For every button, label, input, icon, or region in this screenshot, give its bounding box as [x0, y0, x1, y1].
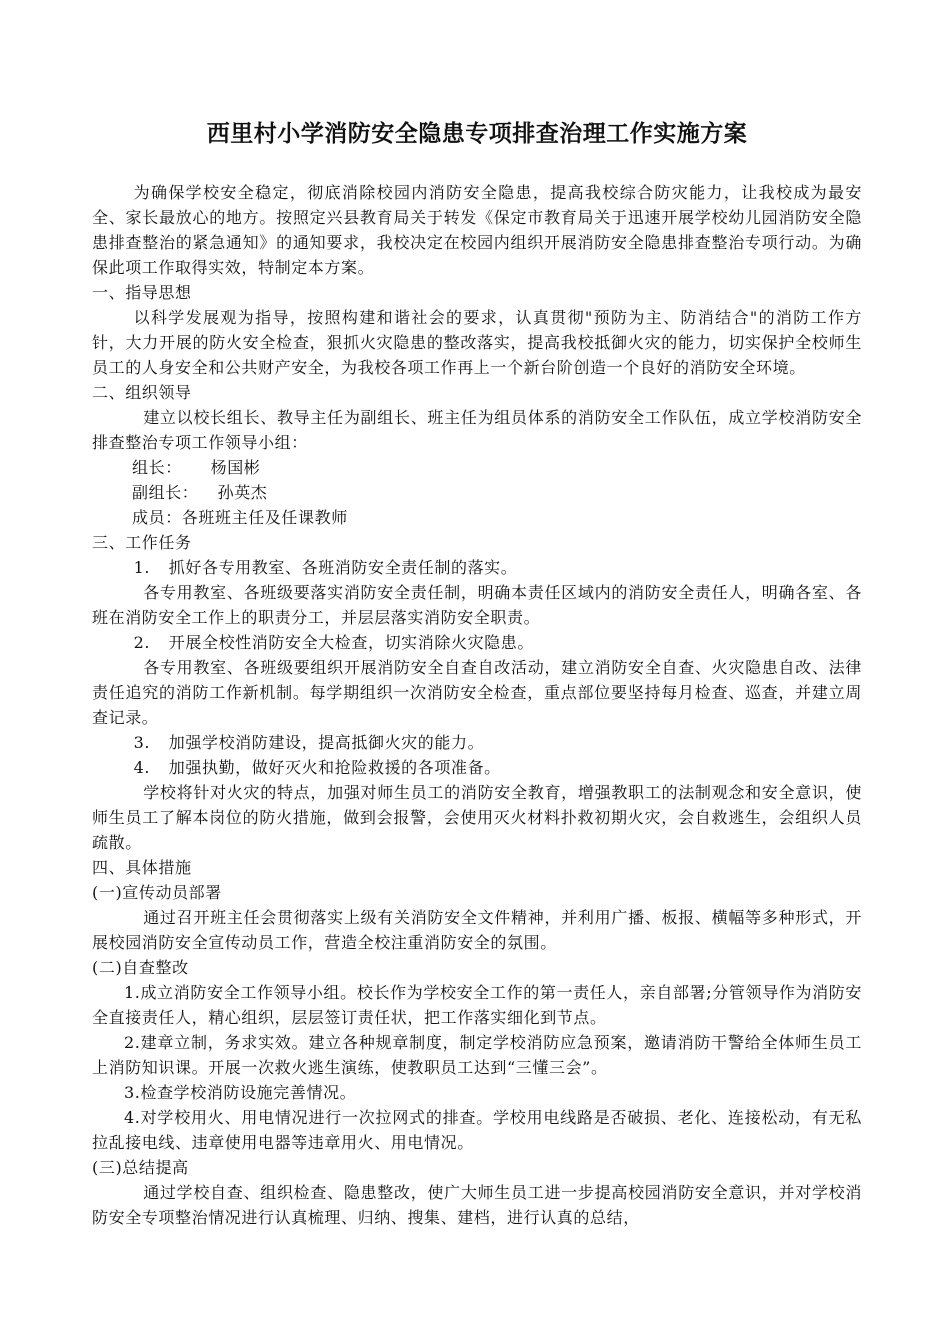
vice-leader-name: 孙英杰: [217, 483, 268, 502]
members-line: 成员：各班班主任及任课教师: [132, 508, 348, 527]
summary-paragraph: 通过学校自查、组织检查、隐患整改，使广大师生员工进一步提高校园消防安全意识，并对学校消防安全专项整治情况进行认真梳理、归纳、搜集、建档，进行认真的总结，: [92, 1183, 862, 1227]
section-heading-measures: 四、具体措施: [92, 858, 192, 877]
guiding-ideology-paragraph: 以科学发展观为指导，按照构建和谐社会的要求，认真贯彻"预防为主、防消结合"的消防工作方针，大力开展的防火安全检查，狠抓火灾隐患的整改落实，提高我校抵御火灾的能力，切实保护全校师生员工的人身安全和公共财产安全，为我校各项工作再上一个新台阶创造一个良好的消防安全环境。: [92, 308, 862, 377]
task-title: 加强执勤，做好灭火和抢险救援的各项准备。: [168, 758, 501, 777]
section-heading-guiding-ideology: 一、指导思想: [92, 283, 192, 302]
self-inspection-item-3: 3.检查学校消防设施完善情况。: [124, 1083, 357, 1102]
task-1-body: 各专用教室、各班级要落实消防安全责任制，明确本责任区域内的消防安全责任人，明确各室、各班在消防安全工作上的职责分工，并层层落实消防安全职责。: [92, 583, 862, 627]
subsection-heading-self-inspection: (二)自查整改: [92, 958, 189, 977]
vice-leader-line: [92, 480, 862, 505]
task-number: 2.: [133, 633, 151, 652]
section-heading-organization: 二、组织领导: [92, 383, 192, 402]
publicity-paragraph: 通过召开班主任会贯彻落实上级有关消防安全文件精神，并利用广播、板报、横幅等多种形式，开展校园消防安全宣传动员工作，营造全校注重消防安全的氛围。: [92, 908, 862, 952]
subsection-heading-publicity: (一)宣传动员部署: [92, 883, 222, 902]
task-number: 3.: [133, 733, 151, 752]
task-item-3: [92, 730, 862, 755]
self-inspection-item-2: 2.建章立制，务求实效。建立各种规章制度，制定学校消防应急预案，邀请消防干警给全体师生员工上消防知识课。开展一次救火逃生演练，使教职员工达到“三懂三会”。: [92, 1033, 862, 1077]
section-heading-tasks: 三、工作任务: [92, 533, 192, 552]
self-inspection-item-1: 1.成立消防安全工作领导小组。校长作为学校安全工作的第一责任人，亲自部署;分管领导作为消防安全直接责任人，精心组织，层层签订责任状，把工作落实细化到节点。: [92, 983, 862, 1027]
task-item-1: [92, 555, 862, 580]
task-number: 1.: [133, 558, 151, 577]
task-2-body: 各专用教室、各班级要组织开展消防安全自查自改活动，建立消防安全自查、火灾隐患自改、法律责任追究的消防工作新机制。每学期组织一次消防安全检查，重点部位要坚持每月检查、巡查，并建立周查记录。: [92, 658, 862, 727]
task-title: 抓好各专用教室、各班消防安全责任制的落实。: [168, 558, 518, 577]
task-title: 开展全校性消防安全大检查，切实消除火灾隐患。: [168, 633, 534, 652]
task-number: 4.: [133, 758, 151, 777]
leader-line: [92, 455, 862, 480]
task-item-2: [92, 630, 862, 655]
document-title: 西里村小学消防安全隐患专项排查治理工作实施方案: [206, 120, 748, 147]
intro-paragraph: 为确保学校安全稳定，彻底消除校园内消防安全隐患，提高我校综合防灾能力，让我校成为最安全、家长最放心的地方。按照定兴县教育局关于转发《保定市教育局关于迅速开展学校幼儿园消防安全隐患排查整治的紧急通知》的通知要求，我校决定在校园内组织开展消防安全隐患排查整治专项行动。为确保此项工作取得实效，特制定本方案。: [92, 183, 862, 277]
organization-paragraph: 建立以校长组长、教导主任为副组长、班主任为组员体系的消防安全工作队伍，成立学校消防安全排查整治专项工作领导小组：: [92, 408, 862, 452]
task-title: 加强学校消防建设，提高抵御火灾的能力。: [168, 733, 485, 752]
leader-name: 杨国彬: [210, 458, 261, 477]
task-4-body: 学校将针对火灾的特点，加强对师生员工的消防安全教育，增强教职工的法制观念和安全意识，使师生员工了解本岗位的防火措施，做到会报警，会使用灭火材料扑救初期火灾，会自救逃生，会组织人员疏散。: [92, 783, 862, 852]
subsection-heading-summary: (三)总结提高: [92, 1158, 189, 1177]
self-inspection-item-4: 4.对学校用火、用电情况进行一次拉网式的排查。学校用电线路是否破损、老化、连接松动，有无私拉乱接电线、违章使用电器等违章用火、用电情况。: [92, 1108, 862, 1152]
vice-leader-label: 副组长：: [132, 483, 199, 502]
task-item-4: [92, 755, 862, 780]
leader-label: 组长：: [132, 458, 182, 477]
